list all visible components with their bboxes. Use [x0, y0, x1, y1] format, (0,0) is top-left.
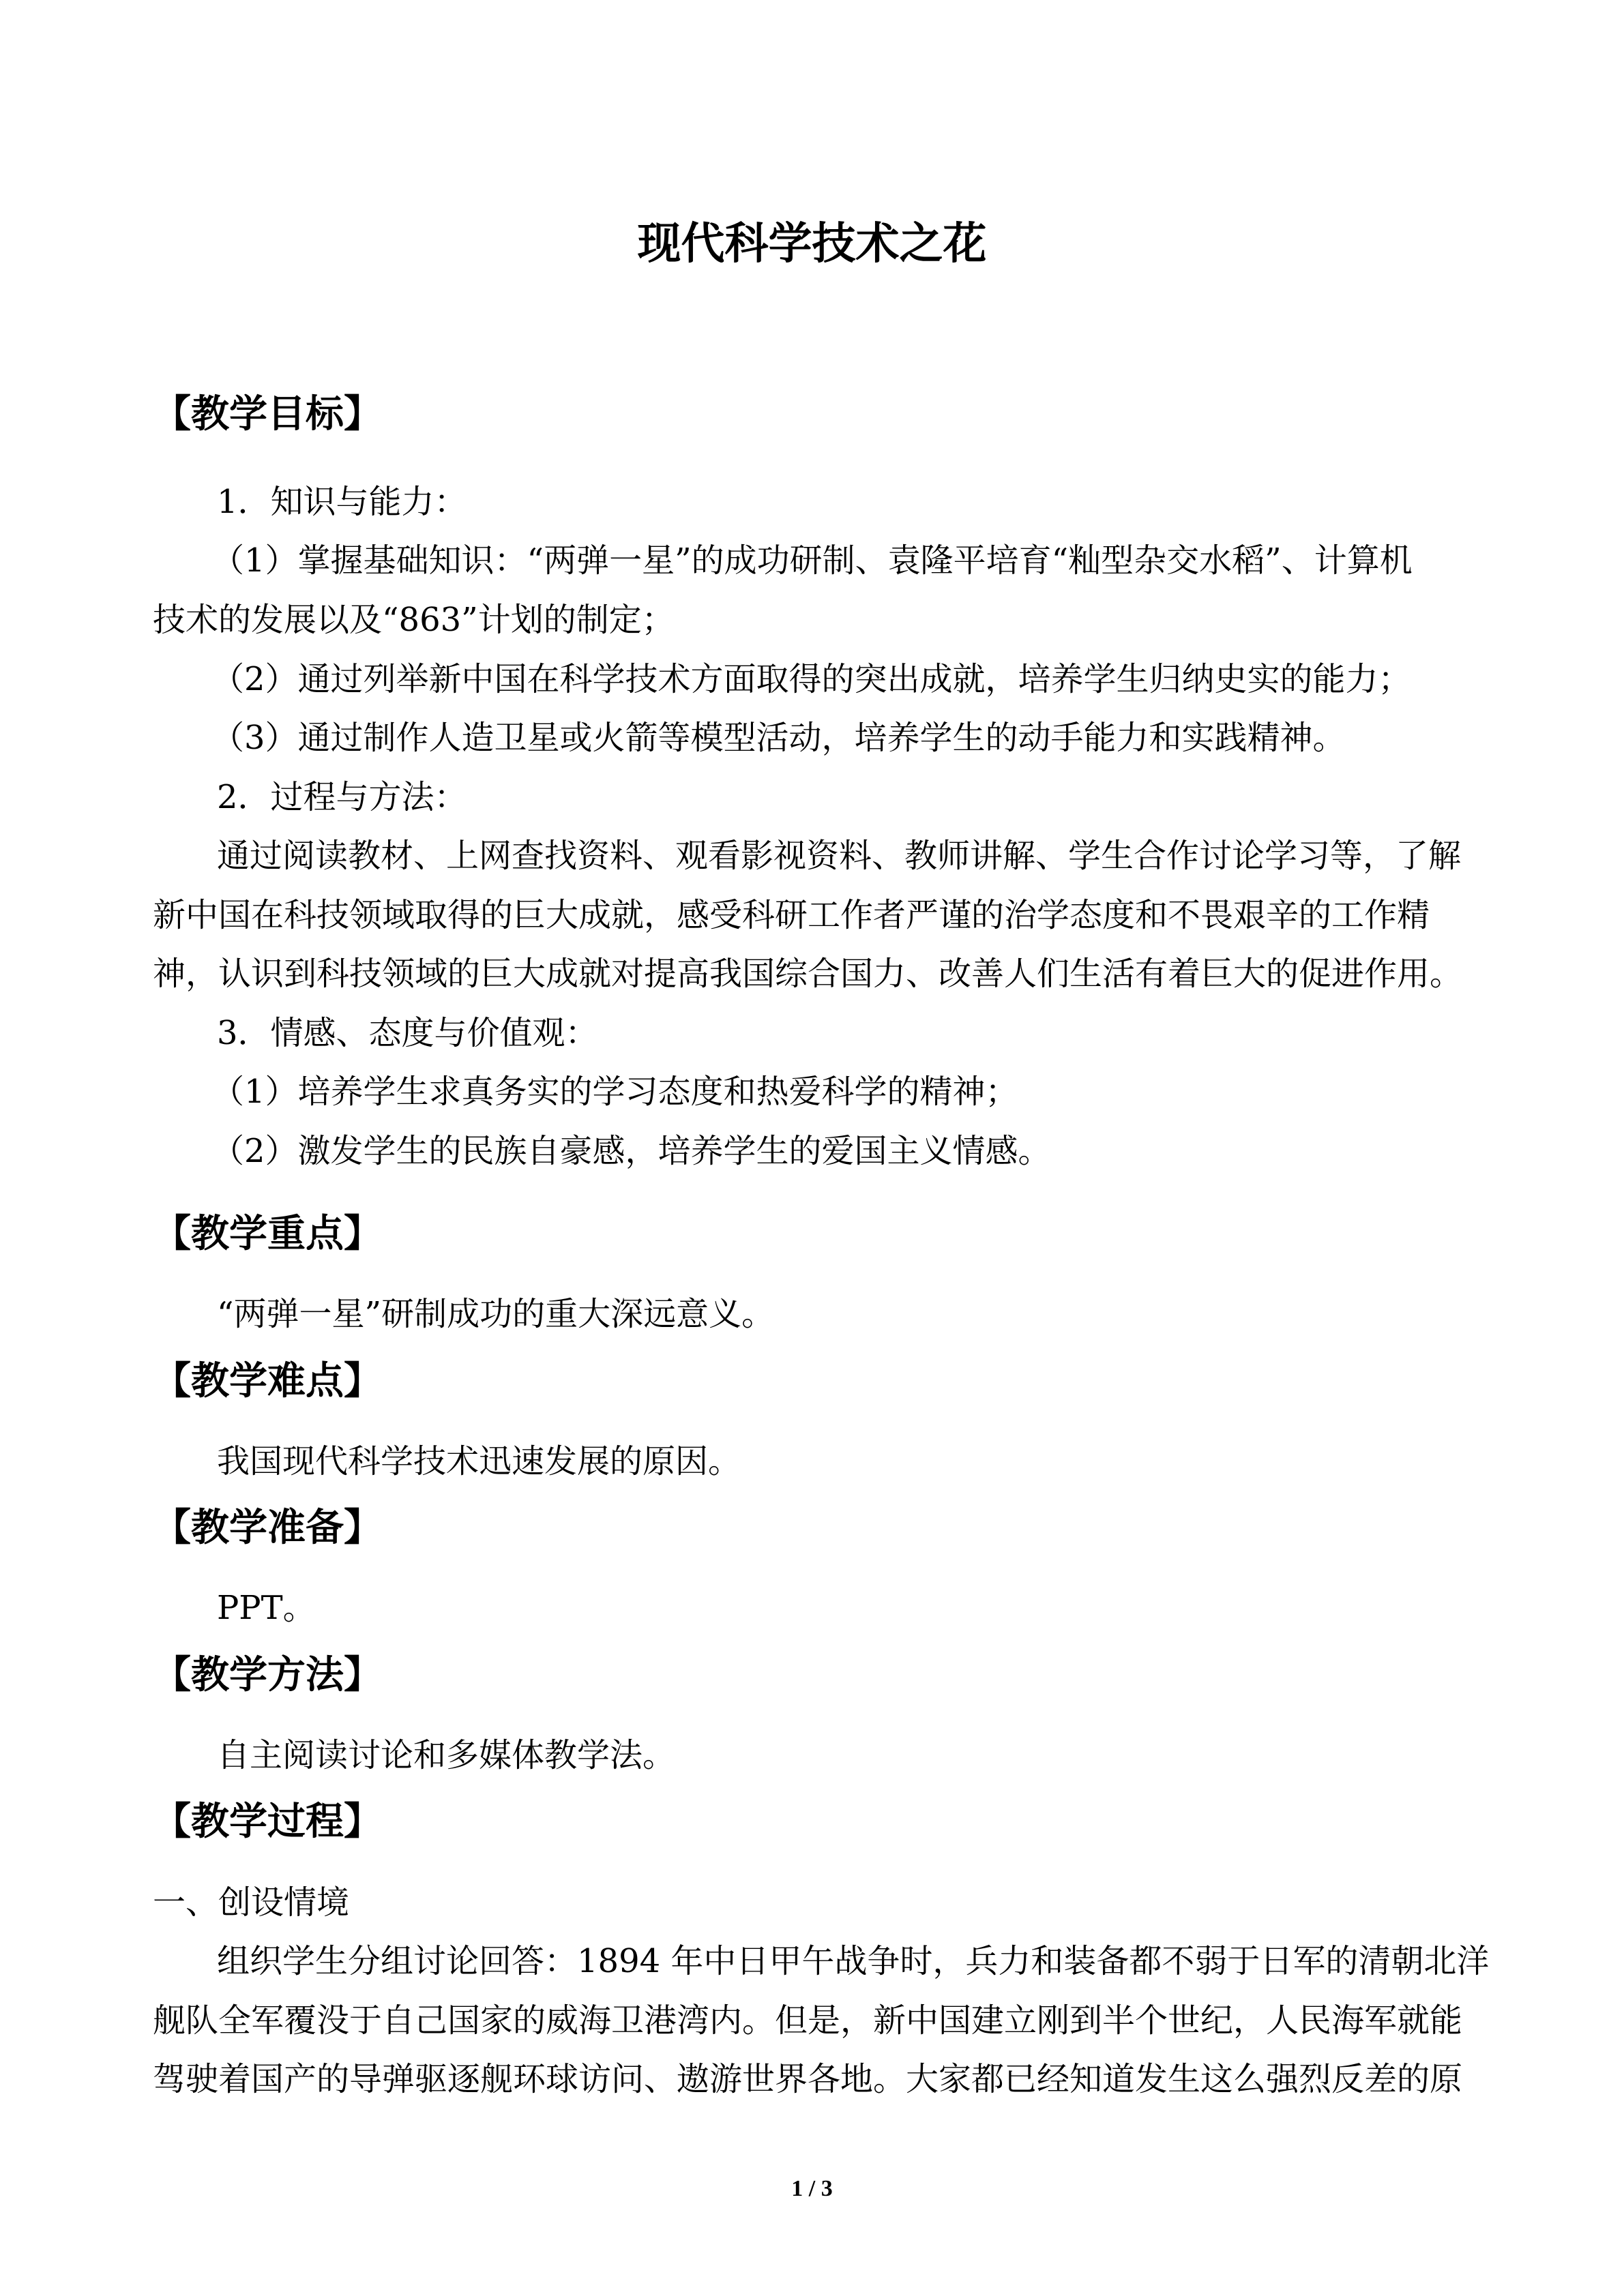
objective-3-point-2: （2）激发学生的民族自豪感，培养学生的爱国主义情感。	[211, 1132, 1051, 1170]
process-paragraph-line-3: 驾驶着国产的导弹驱逐舰环球访问、遨游世界各地。大家都已经知道发生这么强烈反差的原	[153, 2060, 1463, 2098]
page-number: 1 / 3	[791, 2176, 833, 2201]
objective-3-title: 3．情感、态度与价值观：	[217, 1014, 598, 1052]
objective-1-point-1-line-2: 技术的发展以及“863”计划的制定；	[153, 601, 675, 639]
preparation-text: PPT。	[217, 1589, 316, 1627]
objective-2-title: 2．过程与方法：	[217, 778, 467, 816]
objective-1-point-1-line-1: （1）掌握基础知识：“两弹一星”的成功研制、袁隆平培育“籼型杂交水稻”、计算机	[211, 541, 1413, 580]
objective-2-line-2: 新中国在科技领域取得的巨大成就，感受科研工作者严谨的治学态度和不畏艰辛的工作精	[153, 896, 1430, 934]
document-title: 现代科学技术之花	[637, 219, 987, 269]
process-paragraph-line-1: 组织学生分组讨论回答：1894 年中日甲午战争时，兵力和装备都不弱于日军的清朝北洋	[217, 1942, 1490, 1980]
difficulties-text: 我国现代科学技术迅速发展的原因。	[217, 1442, 741, 1480]
section-heading-process: 【教学过程】	[153, 1800, 382, 1844]
objective-2-line-1: 通过阅读教材、上网查找资料、观看影视资料、教师讲解、学生合作讨论学习等，了解	[217, 837, 1462, 875]
objective-2-line-3: 神，认识到科技领域的巨大成就对提高我国综合国力、改善人们生活有着巨大的促进作用。	[153, 955, 1463, 993]
objective-1-title: 1．知识与能力：	[217, 483, 467, 521]
section-heading-preparation: 【教学准备】	[153, 1506, 382, 1550]
process-step-1-title: 一、创设情境	[153, 1883, 350, 1922]
section-heading-key-points: 【教学重点】	[153, 1212, 382, 1256]
section-heading-methods: 【教学方法】	[153, 1653, 382, 1697]
key-points-text: “两弹一星”研制成功的重大深远意义。	[217, 1295, 775, 1333]
objective-3-point-1: （1）培养学生求真务实的学习态度和热爱科学的精神；	[211, 1073, 1018, 1111]
section-heading-objectives: 【教学目标】	[153, 392, 382, 436]
process-paragraph-line-2: 舰队全军覆没于自己国家的威海卫港湾内。但是，新中国建立刚到半个世纪，人民海军就能	[153, 2001, 1463, 2040]
objective-1-point-3: （3）通过制作人造卫星或火箭等模型活动，培养学生的动手能力和实践精神。	[211, 719, 1346, 757]
objective-1-point-2: （2）通过列举新中国在科学技术方面取得的突出成就，培养学生归纳史实的能力；	[211, 660, 1411, 698]
section-heading-difficulties: 【教学难点】	[153, 1359, 382, 1403]
methods-text: 自主阅读讨论和多媒体教学法。	[217, 1736, 676, 1774]
